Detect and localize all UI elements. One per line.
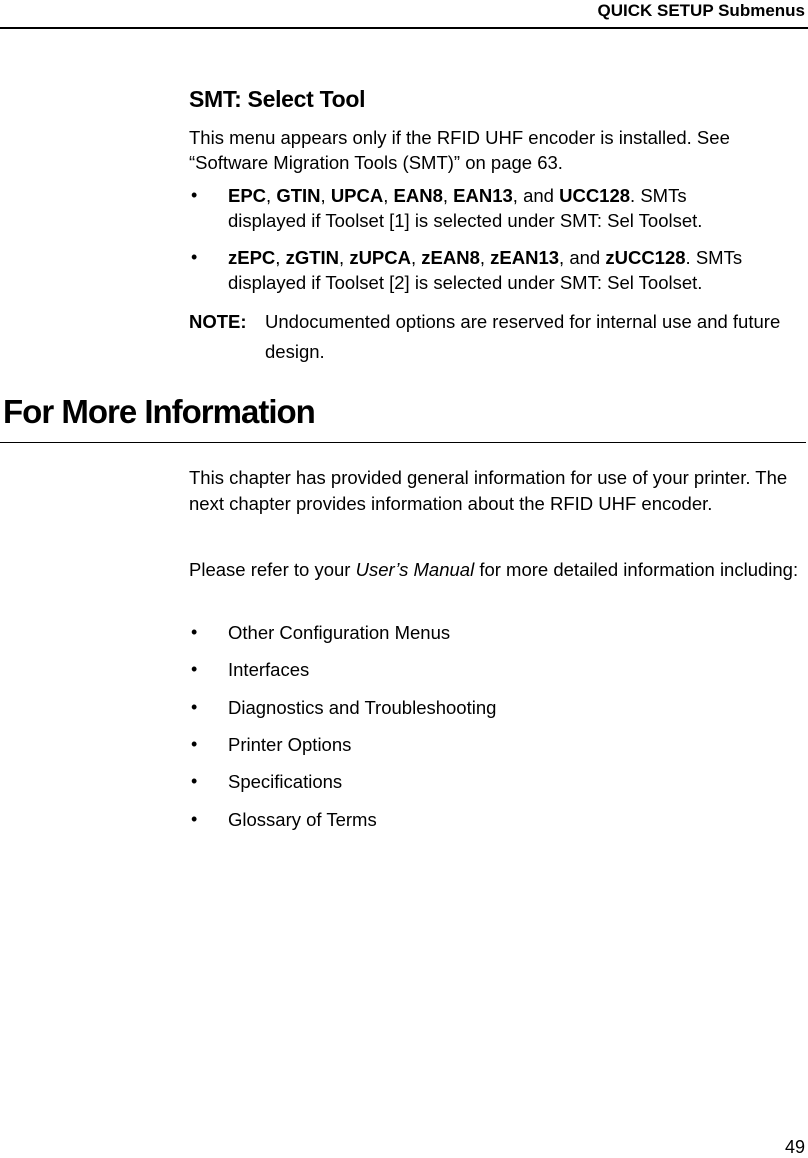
separator: , — [383, 185, 394, 206]
smt-bullet-line-2: displayed if Toolset [1] is selected under SMT: Sel Toolset. — [228, 210, 703, 231]
list-item: Printer Options — [228, 734, 352, 755]
list-item: Interfaces — [228, 659, 310, 680]
for-more-information-heading: For More Information — [3, 393, 315, 430]
bullet-symbol: • — [191, 185, 198, 205]
para2-suffix: for more detailed information including: — [474, 559, 799, 580]
separator: , — [275, 247, 286, 268]
smt-bullet-line-1 — [228, 245, 806, 270]
and-text: , and — [559, 247, 606, 268]
list-item: Glossary of Terms — [228, 809, 377, 830]
code-name: zUPCA — [349, 247, 411, 268]
page-number: 49 — [784, 1137, 805, 1157]
bullet-symbol: • — [191, 622, 198, 642]
code-name: EAN8 — [393, 185, 443, 206]
smt-intro-paragraph — [189, 125, 801, 175]
separator: , — [479, 247, 491, 268]
separator: , — [339, 247, 350, 268]
separator: , — [320, 185, 331, 206]
separator: , — [442, 185, 454, 206]
smt-bullet-toolset-2 — [228, 245, 806, 295]
header-rule — [0, 27, 808, 29]
users-manual-reference: User’s Manual — [355, 559, 475, 580]
more-info-paragraph-1: This chapter has provided general information for use of your printer. The next chapter provides information about the RFID UHF encoder. — [189, 467, 788, 514]
bullet-suffix: . SMTs — [685, 247, 743, 268]
smt-section-title: SMT: Select Tool — [189, 86, 366, 112]
code-name: EPC — [228, 185, 267, 206]
running-header-title: QUICK SETUP Submenus — [597, 1, 805, 20]
bullet-symbol: • — [191, 809, 198, 829]
code-name: EAN13 — [453, 185, 513, 206]
code-name: zUCC128 — [605, 247, 686, 268]
para2-prefix: Please refer to your — [189, 559, 356, 580]
note-label: NOTE: — [189, 311, 247, 332]
bullet-symbol: • — [191, 771, 198, 791]
separator: , — [266, 185, 277, 206]
note-text: Undocumented options are reserved for internal use and future design. — [265, 311, 781, 362]
bullet-symbol: • — [191, 247, 198, 267]
code-name: zEAN8 — [421, 247, 480, 268]
smt-intro-line-2: “Software Migration Tools (SMT)” on page 63. — [189, 152, 563, 173]
code-name: GTIN — [276, 185, 321, 206]
list-item: Other Configuration Menus — [228, 622, 451, 643]
code-name: UCC128 — [559, 185, 631, 206]
bullet-symbol: • — [191, 697, 198, 717]
bullet-suffix: . SMTs — [630, 185, 687, 206]
smt-bullet-line-1 — [228, 183, 806, 208]
code-name: zEAN13 — [490, 247, 560, 268]
separator: , — [410, 247, 422, 268]
smt-intro-line-1: This menu appears only if the RFID UHF encoder is installed. See — [189, 127, 730, 148]
code-name: zGTIN — [285, 247, 340, 268]
code-name: UPCA — [330, 185, 384, 206]
and-text: , and — [512, 185, 560, 206]
list-item: Specifications — [228, 771, 343, 792]
smt-bullet-line-2: displayed if Toolset [2] is selected under SMT: Sel Toolset. — [228, 272, 703, 293]
section-rule — [0, 442, 806, 443]
more-info-paragraph-2 — [189, 557, 801, 582]
smt-bullet-toolset-1 — [228, 183, 806, 233]
bullet-symbol: • — [191, 659, 198, 679]
list-item: Diagnostics and Troubleshooting — [228, 697, 497, 718]
code-name: zEPC — [228, 247, 276, 268]
bullet-symbol: • — [191, 734, 198, 754]
